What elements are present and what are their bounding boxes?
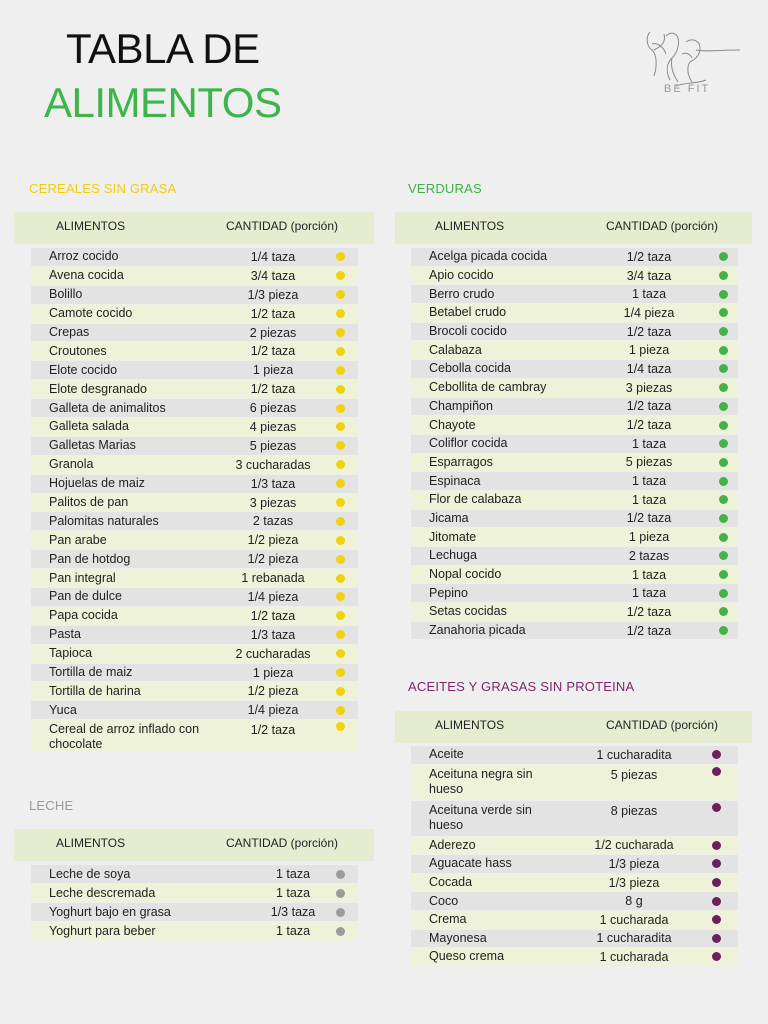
food-quantity: 1 taza — [631, 287, 667, 302]
table-row — [411, 472, 738, 491]
table-row — [411, 584, 738, 603]
food-name: Cebolla cocida — [429, 361, 511, 376]
food-quantity: 2 tazas — [252, 514, 294, 529]
table-row — [411, 547, 738, 566]
color-dot-icon — [719, 252, 728, 261]
table-row — [31, 324, 358, 343]
table-row — [31, 682, 358, 701]
food-quantity: 1 taza — [631, 492, 667, 507]
table-row — [31, 456, 358, 475]
food-name: Jicama — [429, 510, 469, 525]
table-row — [411, 267, 738, 286]
food-name: Espinaca — [429, 473, 481, 488]
food-quantity: 2 tazas — [628, 548, 670, 563]
color-dot-icon — [719, 495, 728, 504]
food-name: Tortilla de harina — [49, 683, 141, 698]
logo-text: BE FIT — [664, 83, 711, 95]
food-quantity: 1 pieza — [252, 665, 294, 680]
table-row — [411, 379, 738, 398]
food-name: Bolillo — [49, 287, 83, 302]
food-name: Galleta de animalitos — [49, 400, 166, 415]
table-row — [31, 903, 358, 922]
food-quantity: 2 piezas — [249, 325, 297, 340]
food-name: Aceituna verde sin hueso — [429, 802, 532, 832]
color-dot-icon — [719, 383, 728, 392]
color-dot-icon — [336, 441, 345, 450]
color-dot-icon — [712, 915, 721, 924]
food-quantity: 4 piezas — [249, 419, 297, 434]
food-name: Hojuelas de maiz — [49, 476, 145, 491]
table-row — [31, 531, 358, 550]
food-quantity: 3 piezas — [625, 380, 673, 395]
food-quantity: 1 rebanada — [241, 571, 305, 586]
food-quantity: 1/2 taza — [626, 324, 672, 339]
food-quantity: 1 taza — [631, 474, 667, 489]
color-dot-icon — [719, 271, 728, 280]
color-dot-icon — [719, 551, 728, 560]
table-row — [31, 286, 358, 305]
header-qty: CANTIDAD (porción) — [606, 219, 719, 233]
food-name: Aderezo — [429, 837, 476, 852]
title-line-1: TABLA DE — [66, 25, 260, 72]
food-quantity: 1/4 taza — [626, 361, 672, 376]
table-row — [31, 884, 358, 903]
table-row — [411, 746, 738, 765]
color-dot-icon — [336, 309, 345, 318]
table-row — [31, 267, 358, 286]
food-name: Granola — [49, 457, 94, 472]
color-dot-icon — [336, 290, 345, 299]
food-name: Pan arabe — [49, 532, 107, 547]
food-quantity: 1 cucharadita — [596, 931, 672, 946]
food-name: Pasta — [49, 627, 81, 642]
food-quantity: 1/2 taza — [626, 623, 672, 638]
color-dot-icon — [712, 767, 721, 776]
table-row — [411, 765, 738, 801]
color-dot-icon — [712, 803, 721, 812]
food-name: Pan de hotdog — [49, 551, 131, 566]
food-name: Galletas Marias — [49, 438, 136, 453]
table-row — [411, 603, 738, 622]
food-quantity: 1/2 taza — [626, 418, 672, 433]
color-dot-icon — [719, 533, 728, 542]
food-name: Palomitas naturales — [49, 513, 159, 528]
food-quantity: 1/3 pieza — [247, 287, 299, 302]
color-dot-icon — [719, 364, 728, 373]
leche-rows — [31, 865, 358, 941]
food-name: Leche de soya — [49, 866, 131, 881]
color-dot-icon — [719, 308, 728, 317]
food-name: Calabaza — [429, 342, 482, 357]
table-row — [411, 491, 738, 510]
table-row — [411, 360, 738, 379]
food-name: Crema — [429, 912, 467, 927]
table-row — [31, 305, 358, 324]
table-row — [411, 948, 738, 967]
table-row — [411, 528, 738, 547]
color-dot-icon — [336, 722, 345, 731]
food-name: Elote cocido — [49, 362, 118, 377]
food-quantity: 3 cucharadas — [235, 457, 311, 472]
food-name: Tortilla de maiz — [49, 665, 133, 680]
food-quantity: 1 taza — [275, 867, 311, 881]
color-dot-icon — [719, 290, 728, 299]
table-row — [411, 323, 738, 342]
verduras-rows — [411, 248, 738, 640]
table-row — [411, 566, 738, 585]
color-dot-icon — [712, 934, 721, 943]
food-quantity: 1 taza — [631, 586, 667, 601]
table-row — [31, 361, 358, 380]
food-quantity: 3 piezas — [249, 495, 297, 510]
food-name: Pepino — [429, 585, 468, 600]
food-name: Flor de calabaza — [429, 492, 522, 507]
table-row — [411, 801, 738, 837]
leche-table-header — [14, 829, 374, 861]
food-name: Acelga picada cocida — [429, 249, 548, 264]
table-row — [31, 865, 358, 884]
color-dot-icon — [719, 514, 728, 523]
table-row — [411, 454, 738, 473]
food-quantity: 5 piezas — [610, 767, 658, 782]
food-name: Coliflor cocida — [429, 436, 508, 451]
table-row — [31, 418, 358, 437]
color-dot-icon — [336, 611, 345, 620]
food-name: Aceituna negra sin hueso — [429, 766, 533, 796]
table-row — [31, 550, 358, 569]
food-name: Zanahoria picada — [429, 623, 526, 638]
table-row — [411, 855, 738, 874]
table-row — [411, 416, 738, 435]
table-row — [31, 626, 358, 645]
table-row — [411, 398, 738, 417]
food-quantity: 8 piezas — [610, 803, 658, 818]
color-dot-icon — [336, 347, 345, 356]
title-line-2: ALIMENTOS — [44, 79, 282, 126]
food-quantity: 1/3 pieza — [608, 856, 660, 871]
food-quantity: 1 cucharada — [599, 912, 669, 927]
color-dot-icon — [719, 402, 728, 411]
color-dot-icon — [336, 517, 345, 526]
food-name: Cereal de arroz inflado con chocolate — [49, 722, 200, 752]
table-row — [31, 664, 358, 683]
leche-title: LECHE — [29, 798, 74, 813]
table-row — [411, 911, 738, 930]
header-qty: CANTIDAD (porción) — [226, 836, 339, 850]
aceites-rows — [411, 746, 738, 967]
table-row — [31, 607, 358, 626]
table-row — [411, 837, 738, 856]
header-food: ALIMENTOS — [56, 836, 126, 850]
food-quantity: 1/3 taza — [270, 905, 316, 919]
food-name: Papa cocida — [49, 608, 118, 623]
table-row — [31, 342, 358, 361]
color-dot-icon — [336, 927, 345, 936]
food-quantity: 3/4 taza — [250, 268, 296, 283]
table-row — [31, 588, 358, 607]
table-row — [411, 248, 738, 267]
food-name: Cocada — [429, 875, 473, 890]
food-name: Yoghurt bajo en grasa — [49, 904, 171, 919]
food-name: Chayote — [429, 417, 476, 432]
food-quantity: 1 pieza — [628, 343, 670, 358]
table-row — [411, 285, 738, 304]
color-dot-icon — [719, 421, 728, 430]
aceites-title: ACEITES Y GRASAS SIN PROTEINA — [408, 679, 635, 694]
cereales-rows — [31, 248, 358, 752]
food-quantity: 1/4 pieza — [247, 703, 299, 718]
food-quantity: 6 piezas — [249, 401, 297, 416]
food-quantity: 1/2 taza — [626, 249, 672, 264]
color-dot-icon — [719, 346, 728, 355]
food-name: Arroz cocido — [49, 249, 119, 264]
food-quantity: 1/2 taza — [626, 399, 672, 414]
food-quantity: 1/2 cucharada — [594, 838, 674, 853]
food-name: Queso crema — [429, 949, 505, 964]
color-dot-icon — [712, 878, 721, 887]
food-name: Tapioca — [49, 646, 93, 661]
color-dot-icon — [336, 252, 345, 261]
food-name: Aguacate hass — [429, 856, 512, 871]
color-dot-icon — [336, 328, 345, 337]
table-row — [31, 380, 358, 399]
food-quantity: 1/3 pieza — [608, 875, 660, 890]
food-name: Jitomate — [429, 529, 477, 544]
food-quantity: 1/2 taza — [250, 608, 296, 623]
color-dot-icon — [336, 498, 345, 507]
food-name: Crepas — [49, 325, 90, 339]
food-name: Yuca — [49, 702, 77, 717]
food-quantity: 5 piezas — [625, 455, 673, 470]
color-dot-icon — [719, 570, 728, 579]
food-name: Brocoli cocido — [429, 324, 507, 339]
color-dot-icon — [719, 589, 728, 598]
color-dot-icon — [336, 404, 345, 413]
food-name: Pan de dulce — [49, 589, 122, 604]
food-name: Avena cocida — [49, 268, 124, 283]
food-name: Nopal cocido — [429, 567, 502, 582]
table-row — [31, 437, 358, 456]
color-dot-icon — [712, 841, 721, 850]
table-row — [411, 892, 738, 911]
food-quantity: 1 pieza — [252, 363, 294, 378]
food-name: Croutones — [49, 343, 107, 358]
food-quantity: 1/3 taza — [250, 627, 296, 642]
color-dot-icon — [336, 555, 345, 564]
food-quantity: 1/2 taza — [250, 382, 296, 397]
food-name: Elote desgranado — [49, 381, 147, 396]
header-qty: CANTIDAD (porción) — [606, 718, 719, 732]
food-quantity: 2 cucharadas — [235, 646, 311, 661]
color-dot-icon — [719, 477, 728, 486]
food-quantity: 1/2 pieza — [247, 533, 299, 548]
food-name: Camote cocido — [49, 306, 133, 321]
verduras-table-header — [395, 212, 752, 244]
table-row — [31, 475, 358, 494]
food-quantity: 1/2 pieza — [247, 552, 299, 567]
aceites-table-header — [395, 711, 752, 743]
food-name: Champiñon — [429, 398, 493, 413]
food-name: Berro crudo — [429, 286, 495, 301]
color-dot-icon — [336, 592, 345, 601]
table-row — [411, 304, 738, 323]
food-name: Palitos de pan — [49, 495, 129, 510]
color-dot-icon — [336, 574, 345, 583]
table-row — [31, 399, 358, 418]
table-row — [411, 435, 738, 454]
table-row — [31, 248, 358, 267]
header-food: ALIMENTOS — [56, 219, 126, 233]
color-dot-icon — [336, 366, 345, 375]
food-name: Apio cocido — [429, 268, 494, 283]
color-dot-icon — [336, 649, 345, 658]
food-quantity: 1/4 pieza — [247, 589, 299, 604]
table-row — [31, 569, 358, 588]
table-row — [31, 512, 358, 531]
food-quantity: 1/2 taza — [250, 344, 296, 359]
food-quantity: 1/3 taza — [250, 476, 296, 491]
color-dot-icon — [336, 536, 345, 545]
food-name: Mayonesa — [429, 930, 487, 945]
color-dot-icon — [719, 626, 728, 635]
verduras-title: VERDURAS — [408, 181, 482, 196]
food-quantity: 1 cucharada — [599, 949, 669, 964]
table-row — [411, 930, 738, 949]
color-dot-icon — [719, 458, 728, 467]
table-row — [31, 494, 358, 513]
food-quantity: 1/4 taza — [250, 249, 296, 264]
table-row — [31, 645, 358, 664]
food-name: Aceite — [429, 747, 464, 762]
food-quantity: 1/4 pieza — [623, 305, 675, 320]
cereales-title: CEREALES SIN GRASA — [29, 181, 177, 196]
table-row — [31, 720, 358, 752]
color-dot-icon — [712, 952, 721, 961]
food-name: Lechuga — [429, 548, 477, 563]
color-dot-icon — [336, 479, 345, 488]
table-row — [411, 341, 738, 360]
food-quantity: 1 taza — [275, 924, 311, 938]
food-quantity: 1/2 pieza — [247, 684, 299, 699]
color-dot-icon — [336, 668, 345, 677]
food-quantity: 1 pieza — [628, 530, 670, 545]
color-dot-icon — [336, 460, 345, 469]
color-dot-icon — [712, 750, 721, 759]
food-quantity: 3/4 taza — [626, 268, 672, 283]
header-food: ALIMENTOS — [435, 219, 505, 233]
color-dot-icon — [336, 908, 345, 917]
table-row — [31, 922, 358, 941]
header-qty: CANTIDAD (porción) — [226, 219, 339, 233]
food-quantity: 1/2 taza — [250, 306, 296, 321]
food-quantity: 5 piezas — [249, 438, 297, 453]
table-row — [411, 622, 738, 641]
table-row — [411, 510, 738, 529]
food-name: Galleta salada — [49, 419, 129, 434]
food-quantity: 1 taza — [631, 567, 667, 582]
color-dot-icon — [336, 687, 345, 696]
food-name: Leche descremada — [49, 885, 156, 900]
color-dot-icon — [719, 439, 728, 448]
table-row — [411, 874, 738, 893]
food-name: Cebollita de cambray — [429, 380, 547, 395]
food-quantity: 1 taza — [275, 886, 311, 900]
color-dot-icon — [336, 630, 345, 639]
food-quantity: 1/2 taza — [626, 511, 672, 526]
food-name: Yoghurt para beber — [49, 923, 156, 938]
food-name: Pan integral — [49, 570, 116, 585]
food-name: Esparragos — [429, 454, 493, 469]
header-food: ALIMENTOS — [435, 718, 505, 732]
color-dot-icon — [336, 385, 345, 394]
food-quantity: 8 g — [625, 894, 643, 909]
table-row — [31, 701, 358, 720]
food-quantity: 1 taza — [631, 436, 667, 451]
color-dot-icon — [719, 607, 728, 616]
color-dot-icon — [712, 859, 721, 868]
food-name: Betabel crudo — [429, 305, 507, 320]
color-dot-icon — [712, 897, 721, 906]
color-dot-icon — [336, 422, 345, 431]
color-dot-icon — [336, 271, 345, 280]
cereales-table-header — [14, 212, 374, 244]
color-dot-icon — [336, 870, 345, 879]
food-quantity: 1 cucharadita — [596, 747, 672, 762]
food-quantity: 1/2 taza — [250, 723, 296, 738]
color-dot-icon — [336, 889, 345, 898]
food-name: Coco — [429, 893, 459, 908]
color-dot-icon — [719, 327, 728, 336]
food-quantity: 1/2 taza — [626, 604, 672, 619]
food-name: Setas cocidas — [429, 604, 507, 619]
color-dot-icon — [336, 706, 345, 715]
